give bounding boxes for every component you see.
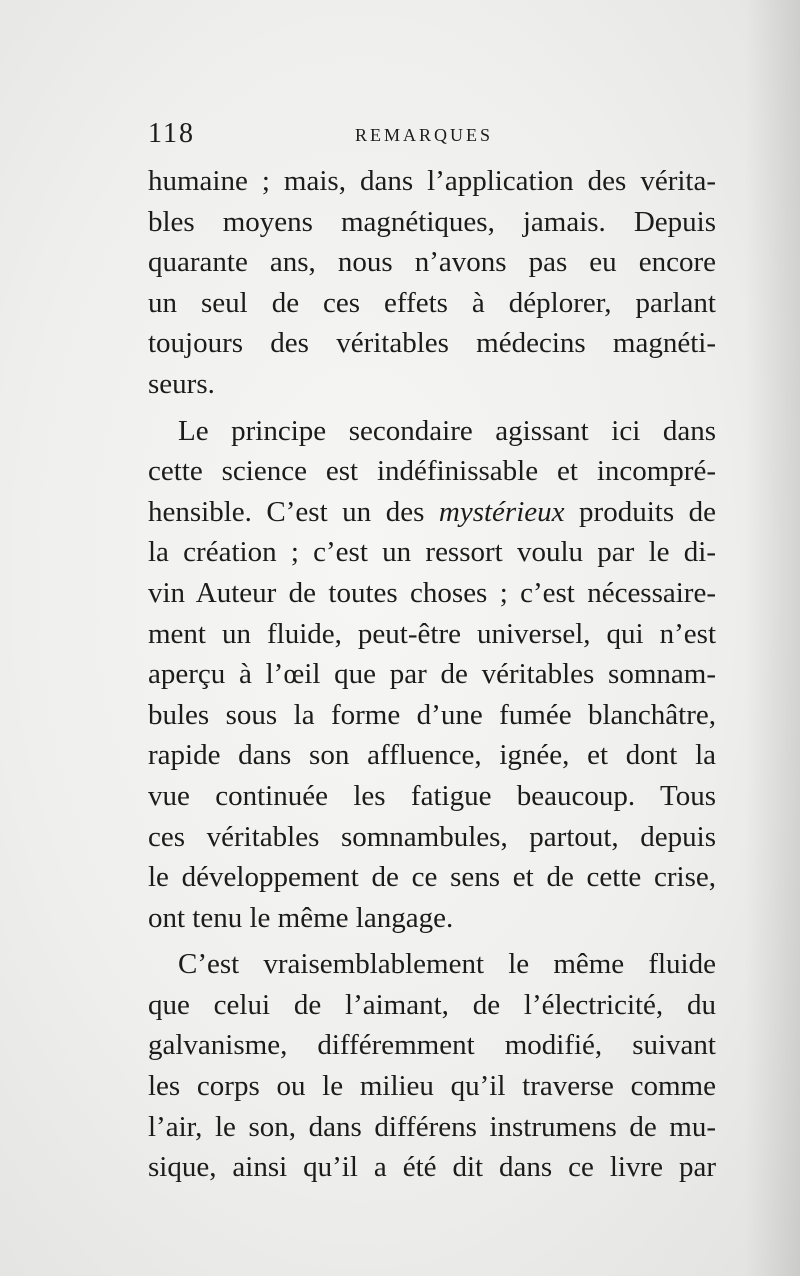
- text-line: ces véritables somnambules, partout, depuis: [148, 820, 716, 853]
- text-line: ont tenu le même langage.: [148, 901, 454, 934]
- text-line: seurs.: [148, 367, 215, 400]
- page-header: [148, 118, 716, 152]
- italic-word: mystérieux: [438, 495, 565, 528]
- text-line: rapide dans son affluence, ignée, et dont la: [148, 739, 716, 772]
- text-line: les corps ou le milieu qu’il traverse comme: [148, 1070, 716, 1103]
- text-line: l’air, le son, dans différens instrumens de mu-: [148, 1110, 716, 1143]
- paragraph-2: [148, 411, 716, 939]
- text-line: cette science est indéfinissable et incompré-: [148, 455, 716, 488]
- text-line: vue continuée les fatigue beaucoup. Tous: [148, 779, 716, 812]
- text-line: humaine ; mais, dans l’application des vérita-: [148, 165, 716, 197]
- text-line: toujours des véritables médecins magnéti-: [148, 327, 716, 360]
- text-line: Le principe secondaire agissant ici dans: [178, 414, 716, 447]
- page-shadow: [745, 0, 800, 1276]
- text-segment: produits de: [564, 495, 717, 528]
- text-segment: hensible. C’est un des: [148, 495, 439, 528]
- text-line: [148, 492, 716, 533]
- text-line: la création ; c’est un ressort voulu par le di-: [148, 536, 716, 569]
- text-line: galvanisme, différemment modifié, suivant: [148, 1029, 716, 1062]
- page-number: 118: [148, 118, 195, 149]
- text-line: bules sous la forme d’une fumée blanchâtre,: [148, 698, 716, 731]
- text-line: aperçu à l’œil que par de véritables somnam-: [148, 658, 716, 691]
- running-head: REMARQUES: [355, 125, 494, 145]
- text-line: vin Auteur de toutes choses ; c’est nécessaire-: [148, 576, 716, 609]
- paragraph-1: [148, 161, 716, 405]
- text-line: C’est vraisemblablement le même fluide: [178, 948, 716, 981]
- text-line: le développement de ce sens et de cette crise,: [148, 861, 716, 894]
- text-line: quarante ans, nous n’avons pas eu encore: [148, 246, 716, 279]
- paragraph-3: [148, 944, 716, 1188]
- body-text: [148, 161, 716, 1188]
- text-line: que celui de l’aimant, de l’électricité, du: [148, 988, 716, 1021]
- text-line: un seul de ces effets à déplorer, parlant: [148, 286, 716, 319]
- text-line: ment un fluide, peut-être universel, qui n’est: [148, 617, 716, 650]
- text-line: sique, ainsi qu’il a été dit dans ce livre par: [148, 1151, 716, 1184]
- text-line: bles moyens magnétiques, jamais. Depuis: [148, 205, 716, 238]
